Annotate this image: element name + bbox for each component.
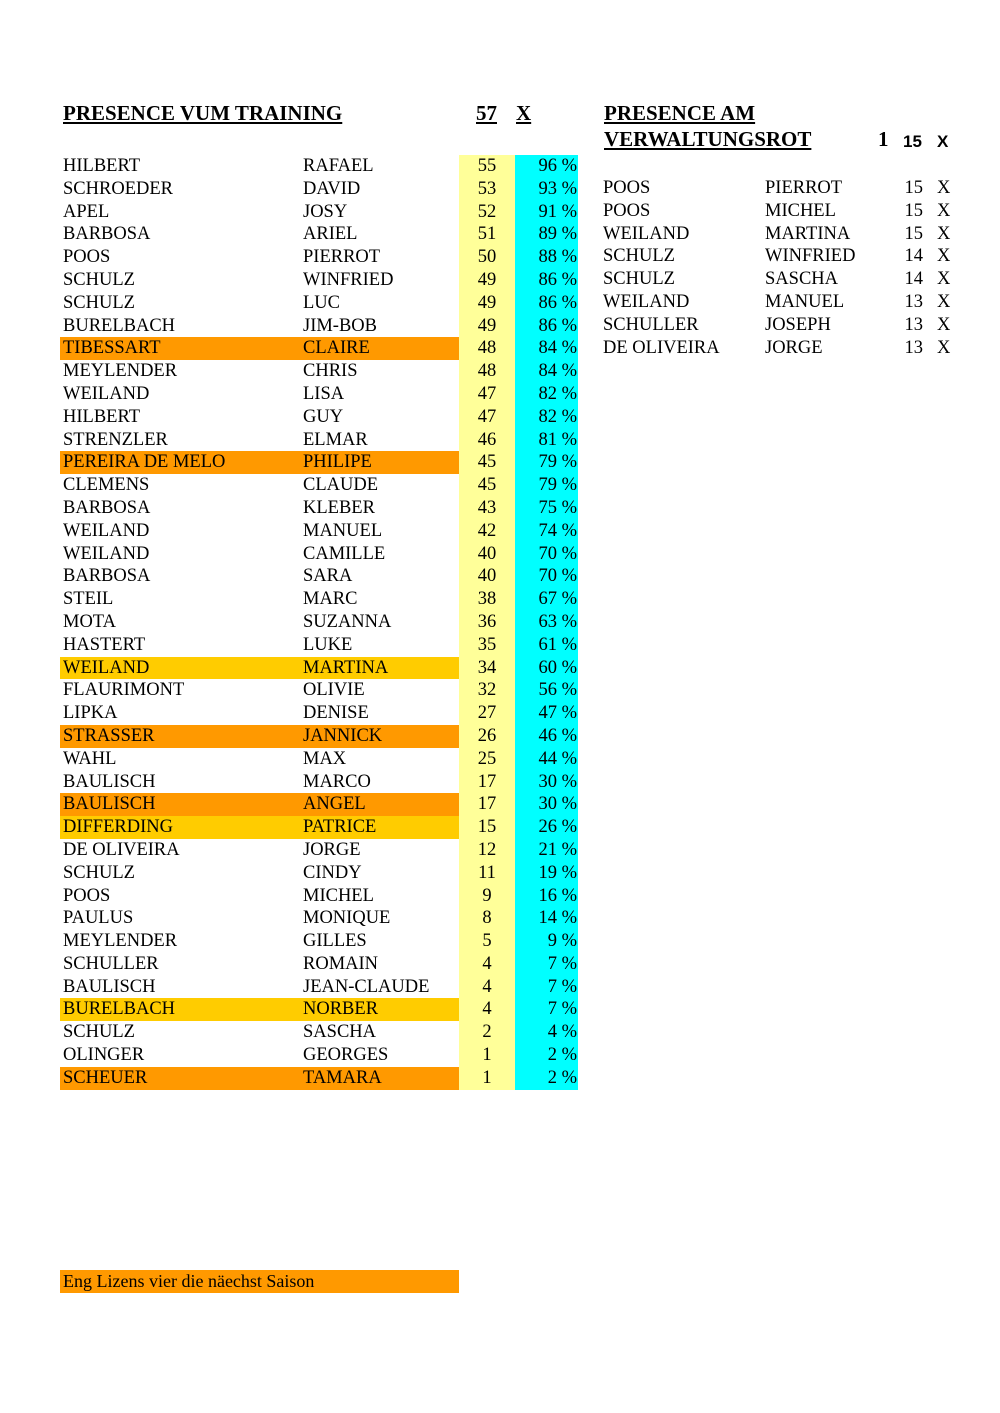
- first-name: KLEBER: [303, 497, 375, 518]
- first-name: MICHEL: [765, 200, 836, 221]
- council-total: 1: [878, 127, 889, 151]
- attendance-percent-value: 7 %: [547, 976, 577, 997]
- last-name: SCHULZ: [603, 269, 675, 290]
- council-title-line1: PRESENCE AM: [604, 101, 756, 125]
- attendance-percent-value: 81 %: [538, 429, 577, 450]
- attendance-percent: [515, 657, 578, 680]
- attendance-percent-value: 44 %: [538, 748, 577, 769]
- session-count: 49: [459, 292, 515, 315]
- attendance-percent: [515, 976, 578, 999]
- last-name: POOS: [603, 200, 651, 221]
- last-name: LIPKA: [63, 703, 118, 724]
- attendance-percent: [515, 474, 578, 497]
- attendance-percent-value: 30 %: [538, 771, 577, 792]
- session-count: 43: [459, 497, 515, 520]
- first-name: PIERROT: [765, 178, 843, 198]
- first-name: WINFRIED: [765, 246, 856, 267]
- session-count: 11: [459, 862, 515, 885]
- first-name: MARTINA: [765, 223, 851, 244]
- session-count: 4: [459, 953, 515, 976]
- last-name: BURELBACH: [63, 999, 176, 1020]
- attendance-percent-value: 7 %: [547, 999, 577, 1020]
- training-row: [60, 360, 578, 383]
- attendance-percent-value: 89 %: [538, 224, 577, 245]
- training-row: [60, 155, 578, 178]
- last-name: SCHULZ: [63, 862, 135, 883]
- first-name: MAX: [303, 748, 347, 769]
- training-row: [60, 292, 578, 315]
- first-name: SUZANNA: [303, 611, 392, 632]
- training-row: [60, 725, 578, 748]
- attendance-percent: [515, 702, 578, 725]
- training-total-x: X: [516, 101, 532, 125]
- council-row: [603, 314, 963, 337]
- session-count: 17: [459, 771, 515, 794]
- council-row: [603, 200, 963, 223]
- attendance-percent: [515, 885, 578, 908]
- session-count: 1: [459, 1067, 515, 1090]
- attendance-percent: [515, 223, 578, 246]
- first-name: GILLES: [303, 931, 367, 952]
- attendance-percent-value: 84 %: [538, 338, 577, 359]
- attendance-percent: [515, 907, 578, 930]
- attendance-percent-value: 82 %: [538, 383, 577, 404]
- first-name: GUY: [303, 406, 344, 427]
- last-name: POOS: [63, 885, 111, 906]
- attendance-percent: [515, 725, 578, 748]
- attendance-percent: [515, 543, 578, 566]
- last-name: HILBERT: [63, 406, 140, 427]
- last-name: HILBERT: [63, 156, 140, 176]
- attendance-percent: [515, 839, 578, 862]
- last-name: TIBESSART: [63, 338, 161, 359]
- first-name: SARA: [303, 566, 353, 587]
- training-row: [60, 930, 578, 953]
- last-name: WEILAND: [603, 291, 690, 312]
- last-name: HASTERT: [63, 634, 146, 655]
- session-count: 13: [904, 337, 923, 358]
- session-count: 52: [459, 201, 515, 224]
- session-count: 14: [904, 269, 923, 290]
- attendance-percent: [515, 679, 578, 702]
- council-row: [603, 268, 963, 291]
- first-name: MANUEL: [765, 291, 845, 312]
- training-row: [60, 953, 578, 976]
- attendance-mark: X: [937, 291, 951, 312]
- session-count: 35: [459, 634, 515, 657]
- attendance-percent: [515, 1067, 578, 1090]
- training-row: [60, 406, 578, 429]
- last-name: BARBOSA: [63, 497, 151, 518]
- attendance-percent-value: 86 %: [538, 292, 577, 313]
- attendance-percent: [515, 360, 578, 383]
- first-name: DAVID: [303, 178, 361, 199]
- session-count: 25: [459, 748, 515, 771]
- session-count: 34: [459, 657, 515, 680]
- attendance-percent: [515, 634, 578, 657]
- first-name: NORBER: [303, 999, 379, 1020]
- attendance-percent-value: 9 %: [547, 931, 577, 952]
- training-total-sessions: 57: [476, 101, 497, 125]
- last-name: SCHEUER: [63, 1067, 148, 1088]
- session-count: 2: [459, 1021, 515, 1044]
- attendance-percent-value: 70 %: [538, 543, 577, 564]
- first-name: WINFRIED: [303, 269, 394, 290]
- attendance-percent: [515, 1021, 578, 1044]
- last-name: BARBOSA: [63, 566, 151, 587]
- council-sessions: 15: [903, 132, 922, 151]
- session-count: 42: [459, 520, 515, 543]
- session-count: 17: [459, 793, 515, 816]
- first-name: JOSY: [303, 201, 348, 222]
- last-name: SCHULZ: [63, 1022, 135, 1043]
- training-row: [60, 816, 578, 839]
- session-count: 13: [904, 291, 923, 312]
- first-name: JEAN-CLAUDE: [303, 976, 430, 997]
- license-legend: [60, 1270, 459, 1293]
- attendance-percent: [515, 155, 578, 178]
- council-attendance-table: [603, 177, 963, 359]
- first-name: CLAIRE: [303, 338, 370, 359]
- last-name: STRENZLER: [63, 429, 168, 450]
- first-name: MARTINA: [303, 657, 389, 678]
- first-name: OLIVIE: [303, 680, 365, 701]
- first-name: MICHEL: [303, 885, 374, 906]
- attendance-percent: [515, 748, 578, 771]
- last-name: SCHULZ: [603, 246, 675, 267]
- session-count: 50: [459, 246, 515, 269]
- training-row: [60, 269, 578, 292]
- attendance-percent-value: 21 %: [538, 839, 577, 860]
- first-name: LUKE: [303, 634, 353, 655]
- last-name: POOS: [63, 247, 111, 268]
- last-name: SCHULZ: [63, 292, 135, 313]
- attendance-percent: [515, 520, 578, 543]
- first-name: ELMAR: [303, 429, 368, 450]
- last-name: MOTA: [63, 611, 116, 632]
- attendance-percent: [515, 816, 578, 839]
- last-name: SCHROEDER: [63, 178, 173, 199]
- training-row: [60, 634, 578, 657]
- session-count: 1: [459, 1044, 515, 1067]
- attendance-percent-value: 2 %: [547, 1067, 577, 1088]
- first-name: TAMARA: [303, 1067, 382, 1088]
- first-name: RAFAEL: [303, 156, 374, 176]
- training-row: [60, 497, 578, 520]
- session-count: 32: [459, 679, 515, 702]
- training-row: [60, 839, 578, 862]
- last-name: SCHULLER: [603, 314, 699, 335]
- training-row: [60, 201, 578, 224]
- attendance-percent-value: 74 %: [538, 520, 577, 541]
- training-row: [60, 588, 578, 611]
- session-count: 15: [459, 816, 515, 839]
- attendance-percent-value: 2 %: [547, 1045, 577, 1066]
- last-name: STRASSER: [63, 725, 155, 746]
- session-count: 15: [904, 223, 923, 244]
- attendance-percent: [515, 998, 578, 1021]
- first-name: GEORGES: [303, 1045, 389, 1066]
- session-count: 53: [459, 178, 515, 201]
- attendance-percent: [515, 565, 578, 588]
- attendance-percent-value: 63 %: [538, 611, 577, 632]
- last-name: SCHULLER: [63, 953, 159, 974]
- attendance-percent: [515, 269, 578, 292]
- session-count: 45: [459, 474, 515, 497]
- first-name: LUC: [303, 292, 340, 313]
- attendance-percent-value: 14 %: [538, 908, 577, 929]
- attendance-percent-value: 93 %: [538, 178, 577, 199]
- training-row: [60, 998, 578, 1021]
- attendance-percent-value: 75 %: [538, 497, 577, 518]
- training-row: [60, 565, 578, 588]
- training-row: [60, 862, 578, 885]
- first-name: JANNICK: [303, 725, 383, 746]
- attendance-percent-value: 26 %: [538, 817, 577, 838]
- training-title: PRESENCE VUM TRAINING: [63, 101, 343, 125]
- attendance-percent: [515, 611, 578, 634]
- council-title-line2: VERWALTUNGSROT: [604, 127, 812, 151]
- first-name: ARIEL: [303, 224, 358, 245]
- last-name: BURELBACH: [63, 315, 176, 336]
- first-name: ROMAIN: [303, 953, 379, 974]
- training-row: [60, 429, 578, 452]
- training-row: [60, 679, 578, 702]
- council-row: [603, 337, 963, 360]
- attendance-mark: X: [937, 223, 951, 244]
- session-count: 14: [904, 246, 923, 267]
- session-count: 27: [459, 702, 515, 725]
- training-row: [60, 1021, 578, 1044]
- last-name: BAULISCH: [63, 771, 156, 792]
- attendance-percent-value: 96 %: [538, 156, 577, 176]
- council-row: [603, 291, 963, 314]
- attendance-percent-value: 46 %: [538, 725, 577, 746]
- session-count: 48: [459, 337, 515, 360]
- first-name: CINDY: [303, 862, 362, 883]
- training-row: [60, 976, 578, 999]
- attendance-percent: [515, 862, 578, 885]
- training-row: [60, 611, 578, 634]
- last-name: STEIL: [63, 589, 114, 610]
- session-count: 47: [459, 406, 515, 429]
- council-row: [603, 177, 963, 200]
- last-name: WEILAND: [603, 223, 690, 244]
- session-count: 12: [459, 839, 515, 862]
- session-count: 4: [459, 998, 515, 1021]
- training-row: [60, 1067, 578, 1090]
- attendance-percent-value: 86 %: [538, 315, 577, 336]
- attendance-mark: X: [937, 200, 951, 221]
- attendance-percent: [515, 588, 578, 611]
- session-count: 40: [459, 543, 515, 566]
- attendance-mark: X: [937, 178, 951, 198]
- training-row: [60, 543, 578, 566]
- last-name: DIFFERDING: [63, 817, 173, 838]
- last-name: APEL: [63, 201, 110, 222]
- first-name: PIERROT: [303, 247, 381, 268]
- attendance-mark: X: [937, 246, 951, 267]
- last-name: POOS: [603, 178, 651, 198]
- attendance-percent-value: 7 %: [547, 953, 577, 974]
- session-count: 38: [459, 588, 515, 611]
- session-count: 4: [459, 976, 515, 999]
- last-name: OLINGER: [63, 1045, 145, 1066]
- first-name: CAMILLE: [303, 543, 386, 564]
- first-name: PHILIPE: [303, 452, 372, 473]
- session-count: 26: [459, 725, 515, 748]
- last-name: BAULISCH: [63, 794, 156, 815]
- last-name: MEYLENDER: [63, 361, 178, 382]
- last-name: WEILAND: [63, 520, 150, 541]
- attendance-percent: [515, 953, 578, 976]
- session-count: 46: [459, 429, 515, 452]
- last-name: WEILAND: [63, 657, 150, 678]
- last-name: BAULISCH: [63, 976, 156, 997]
- attendance-percent-value: 86 %: [538, 269, 577, 290]
- attendance-percent: [515, 315, 578, 338]
- training-row: [60, 748, 578, 771]
- council-row: [603, 223, 963, 246]
- first-name: CLAUDE: [303, 475, 379, 496]
- training-row: [60, 337, 578, 360]
- attendance-percent-value: 79 %: [538, 452, 577, 473]
- training-row: [60, 383, 578, 406]
- session-count: 47: [459, 383, 515, 406]
- attendance-percent: [515, 497, 578, 520]
- first-name: JORGE: [303, 839, 361, 860]
- last-name: WAHL: [63, 748, 117, 769]
- training-row: [60, 1044, 578, 1067]
- last-name: MEYLENDER: [63, 931, 178, 952]
- last-name: FLAURIMONT: [63, 680, 185, 701]
- training-row: [60, 178, 578, 201]
- first-name: JOSEPH: [765, 314, 831, 335]
- attendance-percent: [515, 771, 578, 794]
- attendance-mark: X: [937, 314, 951, 335]
- training-row: [60, 246, 578, 269]
- attendance-percent: [515, 793, 578, 816]
- training-row: [60, 771, 578, 794]
- last-name: WEILAND: [63, 383, 150, 404]
- attendance-percent: [515, 292, 578, 315]
- training-row: [60, 315, 578, 338]
- first-name: DENISE: [303, 703, 369, 724]
- session-count: 36: [459, 611, 515, 634]
- last-name: DE OLIVEIRA: [63, 839, 180, 860]
- attendance-percent: [515, 201, 578, 224]
- council-row: [603, 245, 963, 268]
- last-name: WEILAND: [63, 543, 150, 564]
- last-name: DE OLIVEIRA: [603, 337, 720, 358]
- first-name: ANGEL: [303, 794, 366, 815]
- session-count: 48: [459, 360, 515, 383]
- training-row: [60, 451, 578, 474]
- first-name: JORGE: [765, 337, 823, 358]
- session-count: 49: [459, 315, 515, 338]
- attendance-percent: [515, 246, 578, 269]
- license-legend-text: Eng Lizens vier die näechst Saison: [63, 1271, 315, 1291]
- attendance-percent-value: 47 %: [538, 703, 577, 724]
- attendance-percent-value: 56 %: [538, 680, 577, 701]
- session-count: 49: [459, 269, 515, 292]
- session-count: 45: [459, 451, 515, 474]
- session-count: 55: [459, 155, 515, 178]
- last-name: CLEMENS: [63, 475, 150, 496]
- attendance-mark: X: [937, 269, 951, 290]
- session-count: 15: [904, 200, 923, 221]
- session-count: 15: [904, 178, 923, 198]
- attendance-percent-value: 67 %: [538, 589, 577, 610]
- attendance-percent-value: 60 %: [538, 657, 577, 678]
- attendance-percent: [515, 1044, 578, 1067]
- first-name: PATRICE: [303, 817, 377, 838]
- attendance-percent: [515, 930, 578, 953]
- first-name: CHRIS: [303, 361, 358, 382]
- first-name: SASCHA: [303, 1022, 376, 1043]
- first-name: SASCHA: [765, 269, 838, 290]
- training-row: [60, 657, 578, 680]
- session-count: 51: [459, 223, 515, 246]
- attendance-percent: [515, 429, 578, 452]
- first-name: JIM-BOB: [303, 315, 378, 336]
- first-name: MANUEL: [303, 520, 383, 541]
- session-count: 40: [459, 565, 515, 588]
- attendance-percent: [515, 178, 578, 201]
- attendance-percent: [515, 383, 578, 406]
- attendance-percent-value: 88 %: [538, 247, 577, 268]
- attendance-percent: [515, 337, 578, 360]
- training-row: [60, 520, 578, 543]
- session-count: 9: [459, 885, 515, 908]
- first-name: LISA: [303, 383, 345, 404]
- attendance-percent-value: 19 %: [538, 862, 577, 883]
- attendance-percent: [515, 406, 578, 429]
- last-name: PEREIRA DE MELO: [63, 452, 226, 473]
- attendance-percent-value: 91 %: [538, 201, 577, 222]
- session-count: 8: [459, 907, 515, 930]
- training-row: [60, 907, 578, 930]
- attendance-percent-value: 61 %: [538, 634, 577, 655]
- first-name: MARCO: [303, 771, 371, 792]
- attendance-mark: X: [937, 337, 951, 358]
- attendance-percent-value: 70 %: [538, 566, 577, 587]
- last-name: SCHULZ: [63, 269, 135, 290]
- attendance-percent-value: 30 %: [538, 794, 577, 815]
- attendance-percent-value: 84 %: [538, 361, 577, 382]
- council-x: X: [937, 132, 949, 151]
- attendance-percent-value: 16 %: [538, 885, 577, 906]
- training-row: [60, 885, 578, 908]
- training-row: [60, 474, 578, 497]
- first-name: MARC: [303, 589, 358, 610]
- attendance-percent-value: 4 %: [547, 1022, 577, 1043]
- training-row: [60, 793, 578, 816]
- last-name: BARBOSA: [63, 224, 151, 245]
- training-row: [60, 702, 578, 725]
- training-attendance-table: [60, 155, 578, 1090]
- attendance-percent-value: 79 %: [538, 475, 577, 496]
- session-count: 13: [904, 314, 923, 335]
- attendance-percent: [515, 451, 578, 474]
- session-count: 5: [459, 930, 515, 953]
- attendance-percent-value: 82 %: [538, 406, 577, 427]
- last-name: PAULUS: [63, 908, 134, 929]
- first-name: MONIQUE: [303, 908, 391, 929]
- training-row: [60, 223, 578, 246]
